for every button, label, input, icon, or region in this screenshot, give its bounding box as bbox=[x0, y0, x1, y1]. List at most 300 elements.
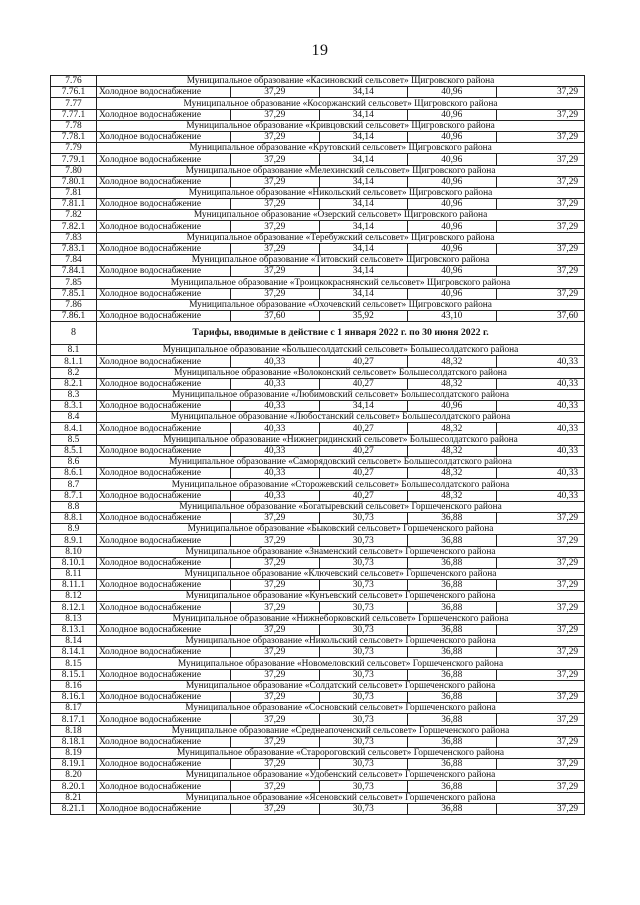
tariff-row bbox=[51, 736, 585, 747]
tariff-value: 40,33 bbox=[496, 445, 585, 456]
municipality-row bbox=[51, 187, 585, 198]
tariff-row bbox=[51, 445, 585, 456]
tariff-row bbox=[51, 714, 585, 725]
row-number: 8.16.1 bbox=[51, 691, 97, 702]
tariff-value: 34,14 bbox=[319, 176, 408, 187]
tariff-value: 37,29 bbox=[231, 131, 320, 142]
municipality-row bbox=[51, 255, 585, 266]
row-number: 7.80.1 bbox=[51, 176, 97, 187]
section-header-row bbox=[51, 322, 585, 345]
service-name: Холодное водоснабжение bbox=[97, 602, 231, 613]
service-name: Холодное водоснабжение bbox=[97, 714, 231, 725]
municipality-name: Муниципальное образование «Теребужский сельсовет» Щигровского района bbox=[97, 232, 585, 243]
tariff-value: 40,33 bbox=[231, 423, 320, 434]
row-number: 7.77 bbox=[51, 98, 97, 109]
tariff-value: 40,27 bbox=[319, 468, 408, 479]
service-name: Холодное водоснабжение bbox=[97, 288, 231, 299]
tariff-value: 37,29 bbox=[496, 199, 585, 210]
service-name: Холодное водоснабжение bbox=[97, 109, 231, 120]
service-name: Холодное водоснабжение bbox=[97, 87, 231, 98]
tariff-row bbox=[51, 512, 585, 523]
tariff-value: 34,14 bbox=[319, 288, 408, 299]
municipality-row bbox=[51, 367, 585, 378]
tariff-table bbox=[50, 75, 585, 815]
tariff-value: 40,96 bbox=[408, 243, 497, 254]
tariff-value: 37,29 bbox=[496, 580, 585, 591]
tariff-row bbox=[51, 221, 585, 232]
row-number: 8.11.1 bbox=[51, 580, 97, 591]
municipality-row bbox=[51, 636, 585, 647]
tariff-value: 40,96 bbox=[408, 221, 497, 232]
tariff-value: 37,29 bbox=[231, 714, 320, 725]
tariff-value: 40,33 bbox=[496, 468, 585, 479]
municipality-row bbox=[51, 703, 585, 714]
tariff-value: 37,29 bbox=[496, 243, 585, 254]
municipality-row bbox=[51, 76, 585, 87]
tariff-value: 30,73 bbox=[319, 714, 408, 725]
tariff-value: 37,29 bbox=[231, 535, 320, 546]
municipality-name: Муниципальное образование «Любостанский сельсовет» Большесолдатского района bbox=[97, 412, 585, 423]
service-name: Холодное водоснабжение bbox=[97, 154, 231, 165]
tariff-value: 37,29 bbox=[231, 221, 320, 232]
municipality-name: Муниципальное образование «Крутовский сельсовет» Щигровского района bbox=[97, 143, 585, 154]
service-name: Холодное водоснабжение bbox=[97, 199, 231, 210]
tariff-value: 40,27 bbox=[319, 423, 408, 434]
row-number: 8.18.1 bbox=[51, 736, 97, 747]
tariff-value: 37,29 bbox=[231, 669, 320, 680]
service-name: Холодное водоснабжение bbox=[97, 468, 231, 479]
tariff-row bbox=[51, 624, 585, 635]
row-number: 8.4 bbox=[51, 412, 97, 423]
tariff-value: 48,32 bbox=[408, 378, 497, 389]
municipality-name: Муниципальное образование «Удобенский сельсовет» Горшеченского района bbox=[97, 770, 585, 781]
tariff-value: 37,29 bbox=[231, 803, 320, 814]
row-number: 8.1.1 bbox=[51, 356, 97, 367]
tariff-row bbox=[51, 669, 585, 680]
row-number: 8.13 bbox=[51, 613, 97, 624]
tariff-value: 36,88 bbox=[408, 714, 497, 725]
tariff-value: 37,29 bbox=[231, 109, 320, 120]
municipality-row bbox=[51, 232, 585, 243]
municipality-name: Муниципальное образование «Большесолдатский сельсовет» Большесолдатского района bbox=[97, 345, 585, 356]
tariff-row bbox=[51, 691, 585, 702]
municipality-row bbox=[51, 613, 585, 624]
municipality-row bbox=[51, 143, 585, 154]
tariff-value: 36,88 bbox=[408, 691, 497, 702]
service-name: Холодное водоснабжение bbox=[97, 401, 231, 412]
municipality-name: Муниципальное образование «Озерский сельсовет» Щигровского района bbox=[97, 210, 585, 221]
row-number: 8.16 bbox=[51, 680, 97, 691]
tariff-row bbox=[51, 781, 585, 792]
row-number: 8.6.1 bbox=[51, 468, 97, 479]
row-number: 7.78.1 bbox=[51, 131, 97, 142]
municipality-row bbox=[51, 568, 585, 579]
tariff-value: 30,73 bbox=[319, 535, 408, 546]
row-number: 8.4.1 bbox=[51, 423, 97, 434]
row-number: 7.84.1 bbox=[51, 266, 97, 277]
service-name: Холодное водоснабжение bbox=[97, 378, 231, 389]
row-number: 8.21 bbox=[51, 792, 97, 803]
tariff-value: 40,96 bbox=[408, 266, 497, 277]
tariff-value: 34,14 bbox=[319, 87, 408, 98]
service-name: Холодное водоснабжение bbox=[97, 243, 231, 254]
tariff-value: 37,29 bbox=[231, 87, 320, 98]
section-title: Тарифы, вводимые в действие с 1 января 2022 г. по 30 июня 2022 г. bbox=[97, 322, 585, 345]
municipality-name: Муниципальное образование «Никольский сельсовет» Горшеченского района bbox=[97, 636, 585, 647]
row-number: 7.84 bbox=[51, 255, 97, 266]
tariff-value: 40,96 bbox=[408, 131, 497, 142]
row-number: 8.5.1 bbox=[51, 445, 97, 456]
tariff-value: 34,14 bbox=[319, 266, 408, 277]
tariff-row bbox=[51, 87, 585, 98]
tariff-row bbox=[51, 176, 585, 187]
row-number: 8.17.1 bbox=[51, 714, 97, 725]
municipality-row bbox=[51, 389, 585, 400]
municipality-row bbox=[51, 747, 585, 758]
tariff-value: 37,29 bbox=[496, 781, 585, 792]
service-name: Холодное водоснабжение bbox=[97, 736, 231, 747]
service-name: Холодное водоснабжение bbox=[97, 310, 231, 321]
tariff-value: 37,29 bbox=[496, 154, 585, 165]
tariff-value: 37,60 bbox=[496, 310, 585, 321]
municipality-row bbox=[51, 479, 585, 490]
municipality-row bbox=[51, 792, 585, 803]
tariff-row bbox=[51, 243, 585, 254]
tariff-value: 35,92 bbox=[319, 310, 408, 321]
tariff-value: 36,88 bbox=[408, 759, 497, 770]
row-number: 8.12.1 bbox=[51, 602, 97, 613]
municipality-row bbox=[51, 524, 585, 535]
tariff-row bbox=[51, 378, 585, 389]
row-number: 8.14 bbox=[51, 636, 97, 647]
tariff-value: 34,14 bbox=[319, 131, 408, 142]
tariff-value: 40,33 bbox=[231, 378, 320, 389]
tariff-value: 30,73 bbox=[319, 669, 408, 680]
tariff-value: 30,73 bbox=[319, 736, 408, 747]
row-number: 7.85 bbox=[51, 277, 97, 288]
tariff-value: 40,33 bbox=[231, 445, 320, 456]
tariff-row bbox=[51, 647, 585, 658]
row-number: 7.82 bbox=[51, 210, 97, 221]
tariff-value: 37,29 bbox=[231, 624, 320, 635]
tariff-value: 37,29 bbox=[496, 557, 585, 568]
municipality-row bbox=[51, 412, 585, 423]
municipality-name: Муниципальное образование «Кунъевский сельсовет» Горшеченского района bbox=[97, 591, 585, 602]
tariff-row bbox=[51, 199, 585, 210]
tariff-value: 37,29 bbox=[231, 647, 320, 658]
tariff-value: 37,29 bbox=[496, 288, 585, 299]
tariff-value: 37,29 bbox=[496, 266, 585, 277]
tariff-value: 40,33 bbox=[496, 423, 585, 434]
row-number: 8.15 bbox=[51, 658, 97, 669]
tariff-row bbox=[51, 288, 585, 299]
tariff-value: 37,29 bbox=[231, 602, 320, 613]
municipality-name: Муниципальное образование «Богатыревский сельсовет» Горшеченского района bbox=[97, 501, 585, 512]
tariff-value: 37,29 bbox=[231, 199, 320, 210]
tariff-row bbox=[51, 356, 585, 367]
tariff-value: 30,73 bbox=[319, 803, 408, 814]
tariff-value: 48,32 bbox=[408, 490, 497, 501]
tariff-value: 40,33 bbox=[231, 356, 320, 367]
municipality-row bbox=[51, 591, 585, 602]
tariff-value: 30,73 bbox=[319, 624, 408, 635]
municipality-row bbox=[51, 165, 585, 176]
tariff-value: 37,29 bbox=[231, 691, 320, 702]
municipality-name: Муниципальное образование «Быковский сельсовет» Горшеченского района bbox=[97, 524, 585, 535]
tariff-row bbox=[51, 468, 585, 479]
tariff-value: 36,88 bbox=[408, 669, 497, 680]
service-name: Холодное водоснабжение bbox=[97, 781, 231, 792]
tariff-value: 37,29 bbox=[496, 714, 585, 725]
tariff-value: 30,73 bbox=[319, 759, 408, 770]
tariff-row bbox=[51, 557, 585, 568]
service-name: Холодное водоснабжение bbox=[97, 176, 231, 187]
row-number: 7.76.1 bbox=[51, 87, 97, 98]
service-name: Холодное водоснабжение bbox=[97, 356, 231, 367]
row-number: 7.83 bbox=[51, 232, 97, 243]
tariff-value: 36,88 bbox=[408, 512, 497, 523]
tariff-value: 37,29 bbox=[496, 87, 585, 98]
tariff-value: 37,29 bbox=[496, 759, 585, 770]
tariff-value: 37,29 bbox=[231, 154, 320, 165]
municipality-row bbox=[51, 345, 585, 356]
municipality-row bbox=[51, 299, 585, 310]
row-number: 8.21.1 bbox=[51, 803, 97, 814]
service-name: Холодное водоснабжение bbox=[97, 557, 231, 568]
tariff-value: 40,27 bbox=[319, 356, 408, 367]
municipality-name: Муниципальное образование «Троицкокраснянский сельсовет» Щигровского района bbox=[97, 277, 585, 288]
tariff-value: 40,33 bbox=[231, 401, 320, 412]
row-number: 7.86.1 bbox=[51, 310, 97, 321]
row-number: 7.79 bbox=[51, 143, 97, 154]
tariff-value: 36,88 bbox=[408, 557, 497, 568]
municipality-name: Муниципальное образование «Косоржанский сельсовет» Щигровского района bbox=[97, 98, 585, 109]
tariff-value: 30,73 bbox=[319, 512, 408, 523]
tariff-value: 40,27 bbox=[319, 445, 408, 456]
tariff-value: 40,33 bbox=[496, 356, 585, 367]
row-number: 8.13.1 bbox=[51, 624, 97, 635]
municipality-name: Муниципальное образование «Нижнегридинский сельсовет» Большесолдатского района bbox=[97, 434, 585, 445]
service-name: Холодное водоснабжение bbox=[97, 445, 231, 456]
tariff-value: 34,14 bbox=[319, 199, 408, 210]
tariff-value: 40,33 bbox=[231, 468, 320, 479]
row-number: 7.85.1 bbox=[51, 288, 97, 299]
row-number: 7.77.1 bbox=[51, 109, 97, 120]
tariff-value: 30,73 bbox=[319, 602, 408, 613]
row-number: 8.7.1 bbox=[51, 490, 97, 501]
service-name: Холодное водоснабжение bbox=[97, 221, 231, 232]
tariff-value: 30,73 bbox=[319, 781, 408, 792]
municipality-name: Муниципальное образование «Сосновский сельсовет» Горшеченского района bbox=[97, 703, 585, 714]
municipality-name: Муниципальное образование «Новомеловский сельсовет» Горшеченского района bbox=[97, 658, 585, 669]
tariff-value: 40,33 bbox=[231, 490, 320, 501]
tariff-value: 37,29 bbox=[496, 669, 585, 680]
row-number: 8.15.1 bbox=[51, 669, 97, 680]
row-number: 7.81 bbox=[51, 187, 97, 198]
tariff-value: 36,88 bbox=[408, 736, 497, 747]
tariff-value: 40,96 bbox=[408, 199, 497, 210]
tariff-value: 36,88 bbox=[408, 624, 497, 635]
municipality-row bbox=[51, 725, 585, 736]
tariff-row bbox=[51, 423, 585, 434]
municipality-name: Муниципальное образование «Среднеапоченский сельсовет» Горшеченского района bbox=[97, 725, 585, 736]
service-name: Холодное водоснабжение bbox=[97, 759, 231, 770]
row-number: 8.14.1 bbox=[51, 647, 97, 658]
tariff-value: 37,29 bbox=[496, 535, 585, 546]
row-number: 8 bbox=[51, 322, 97, 345]
tariff-value: 34,14 bbox=[319, 221, 408, 232]
row-number: 7.81.1 bbox=[51, 199, 97, 210]
row-number: 8.9 bbox=[51, 524, 97, 535]
page-number: 19 bbox=[311, 42, 329, 59]
municipality-name: Муниципальное образование «Ясеновский сельсовет» Горшеченского района bbox=[97, 792, 585, 803]
row-number: 8.3 bbox=[51, 389, 97, 400]
row-number: 8.5 bbox=[51, 434, 97, 445]
row-number: 7.86 bbox=[51, 299, 97, 310]
row-number: 8.10 bbox=[51, 546, 97, 557]
row-number: 8.19 bbox=[51, 747, 97, 758]
service-name: Холодное водоснабжение bbox=[97, 490, 231, 501]
municipality-row bbox=[51, 546, 585, 557]
municipality-name: Муниципальное образование «Старороговский сельсовет» Горшеченского района bbox=[97, 747, 585, 758]
municipality-name: Муниципальное образование «Титовский сельсовет» Щигровского района bbox=[97, 255, 585, 266]
tariff-table-body bbox=[51, 76, 585, 815]
tariff-value: 48,32 bbox=[408, 356, 497, 367]
tariff-value: 40,27 bbox=[319, 490, 408, 501]
municipality-name: Муниципальное образование «Волоконский сельсовет» Большесолдатского района bbox=[97, 367, 585, 378]
tariff-value: 40,96 bbox=[408, 288, 497, 299]
row-number: 7.79.1 bbox=[51, 154, 97, 165]
row-number: 8.8 bbox=[51, 501, 97, 512]
service-name: Холодное водоснабжение bbox=[97, 423, 231, 434]
row-number: 8.9.1 bbox=[51, 535, 97, 546]
service-name: Холодное водоснабжение bbox=[97, 647, 231, 658]
tariff-value: 40,96 bbox=[408, 401, 497, 412]
row-number: 7.80 bbox=[51, 165, 97, 176]
tariff-row bbox=[51, 154, 585, 165]
tariff-value: 36,88 bbox=[408, 781, 497, 792]
tariff-value: 37,29 bbox=[231, 512, 320, 523]
tariff-value: 37,29 bbox=[496, 176, 585, 187]
municipality-row bbox=[51, 434, 585, 445]
tariff-value: 34,14 bbox=[319, 401, 408, 412]
row-number: 8.12 bbox=[51, 591, 97, 602]
municipality-name: Муниципальное образование «Знаменский сельсовет» Горшеченского района bbox=[97, 546, 585, 557]
tariff-row bbox=[51, 602, 585, 613]
tariff-value: 37,29 bbox=[496, 624, 585, 635]
row-number: 8.2 bbox=[51, 367, 97, 378]
service-name: Холодное водоснабжение bbox=[97, 131, 231, 142]
municipality-name: Муниципальное образование «Нижнеборковский сельсовет» Горшеченского района bbox=[97, 613, 585, 624]
tariff-value: 37,29 bbox=[231, 580, 320, 591]
tariff-row bbox=[51, 131, 585, 142]
municipality-row bbox=[51, 120, 585, 131]
tariff-value: 34,14 bbox=[319, 154, 408, 165]
municipality-name: Муниципальное образование «Мелехинский сельсовет» Щигровского района bbox=[97, 165, 585, 176]
service-name: Холодное водоснабжение bbox=[97, 535, 231, 546]
tariff-value: 37,29 bbox=[496, 512, 585, 523]
tariff-value: 36,88 bbox=[408, 580, 497, 591]
service-name: Холодное водоснабжение bbox=[97, 580, 231, 591]
tariff-value: 30,73 bbox=[319, 557, 408, 568]
tariff-row bbox=[51, 490, 585, 501]
tariff-value: 30,73 bbox=[319, 580, 408, 591]
tariff-value: 37,29 bbox=[231, 781, 320, 792]
municipality-name: Муниципальное образование «Саморядовский сельсовет» Большесолдатского района bbox=[97, 457, 585, 468]
municipality-name: Муниципальное образование «Сторожевский сельсовет» Большесолдатского района bbox=[97, 479, 585, 490]
service-name: Холодное водоснабжение bbox=[97, 803, 231, 814]
tariff-row bbox=[51, 401, 585, 412]
municipality-name: Муниципальное образование «Никольский сельсовет» Щигровского района bbox=[97, 187, 585, 198]
row-number: 8.17 bbox=[51, 703, 97, 714]
tariff-row bbox=[51, 310, 585, 321]
tariff-value: 36,88 bbox=[408, 535, 497, 546]
municipality-row bbox=[51, 210, 585, 221]
tariff-value: 37,29 bbox=[231, 243, 320, 254]
tariff-value: 37,29 bbox=[496, 131, 585, 142]
row-number: 7.78 bbox=[51, 120, 97, 131]
tariff-value: 37,29 bbox=[496, 602, 585, 613]
tariff-value: 37,29 bbox=[496, 803, 585, 814]
tariff-value: 40,33 bbox=[496, 378, 585, 389]
tariff-value: 37,29 bbox=[231, 266, 320, 277]
tariff-value: 30,73 bbox=[319, 647, 408, 658]
row-number: 8.3.1 bbox=[51, 401, 97, 412]
tariff-value: 37,29 bbox=[231, 557, 320, 568]
row-number: 8.8.1 bbox=[51, 512, 97, 523]
tariff-value: 36,88 bbox=[408, 803, 497, 814]
municipality-name: Муниципальное образование «Касиновский сельсовет» Щигровского района bbox=[97, 76, 585, 87]
tariff-value: 40,96 bbox=[408, 87, 497, 98]
tariff-value: 40,96 bbox=[408, 154, 497, 165]
tariff-value: 37,29 bbox=[496, 109, 585, 120]
tariff-value: 37,29 bbox=[231, 176, 320, 187]
row-number: 8.6 bbox=[51, 457, 97, 468]
service-name: Холодное водоснабжение bbox=[97, 512, 231, 523]
tariff-value: 30,73 bbox=[319, 691, 408, 702]
tariff-value: 37,29 bbox=[496, 736, 585, 747]
row-number: 8.20 bbox=[51, 770, 97, 781]
tariff-value: 37,60 bbox=[231, 310, 320, 321]
row-number: 8.2.1 bbox=[51, 378, 97, 389]
tariff-row bbox=[51, 266, 585, 277]
tariff-value: 48,32 bbox=[408, 445, 497, 456]
tariff-value: 40,33 bbox=[496, 490, 585, 501]
tariff-row bbox=[51, 535, 585, 546]
municipality-row bbox=[51, 658, 585, 669]
tariff-value: 34,14 bbox=[319, 109, 408, 120]
tariff-value: 34,14 bbox=[319, 243, 408, 254]
municipality-row bbox=[51, 98, 585, 109]
tariff-value: 37,29 bbox=[231, 736, 320, 747]
tariff-value: 40,33 bbox=[496, 401, 585, 412]
municipality-name: Муниципальное образование «Ключевский сельсовет» Горшеченского района bbox=[97, 568, 585, 579]
row-number: 7.82.1 bbox=[51, 221, 97, 232]
municipality-name: Муниципальное образование «Солдатский сельсовет» Горшеченского района bbox=[97, 680, 585, 691]
tariff-value: 37,29 bbox=[496, 691, 585, 702]
row-number: 8.1 bbox=[51, 345, 97, 356]
municipality-row bbox=[51, 680, 585, 691]
tariff-row bbox=[51, 759, 585, 770]
tariff-value: 48,32 bbox=[408, 468, 497, 479]
row-number: 8.7 bbox=[51, 479, 97, 490]
municipality-name: Муниципальное образование «Охочевский сельсовет» Щигровского района bbox=[97, 299, 585, 310]
municipality-row bbox=[51, 770, 585, 781]
row-number: 8.19.1 bbox=[51, 759, 97, 770]
row-number: 8.20.1 bbox=[51, 781, 97, 792]
service-name: Холодное водоснабжение bbox=[97, 624, 231, 635]
service-name: Холодное водоснабжение bbox=[97, 669, 231, 680]
